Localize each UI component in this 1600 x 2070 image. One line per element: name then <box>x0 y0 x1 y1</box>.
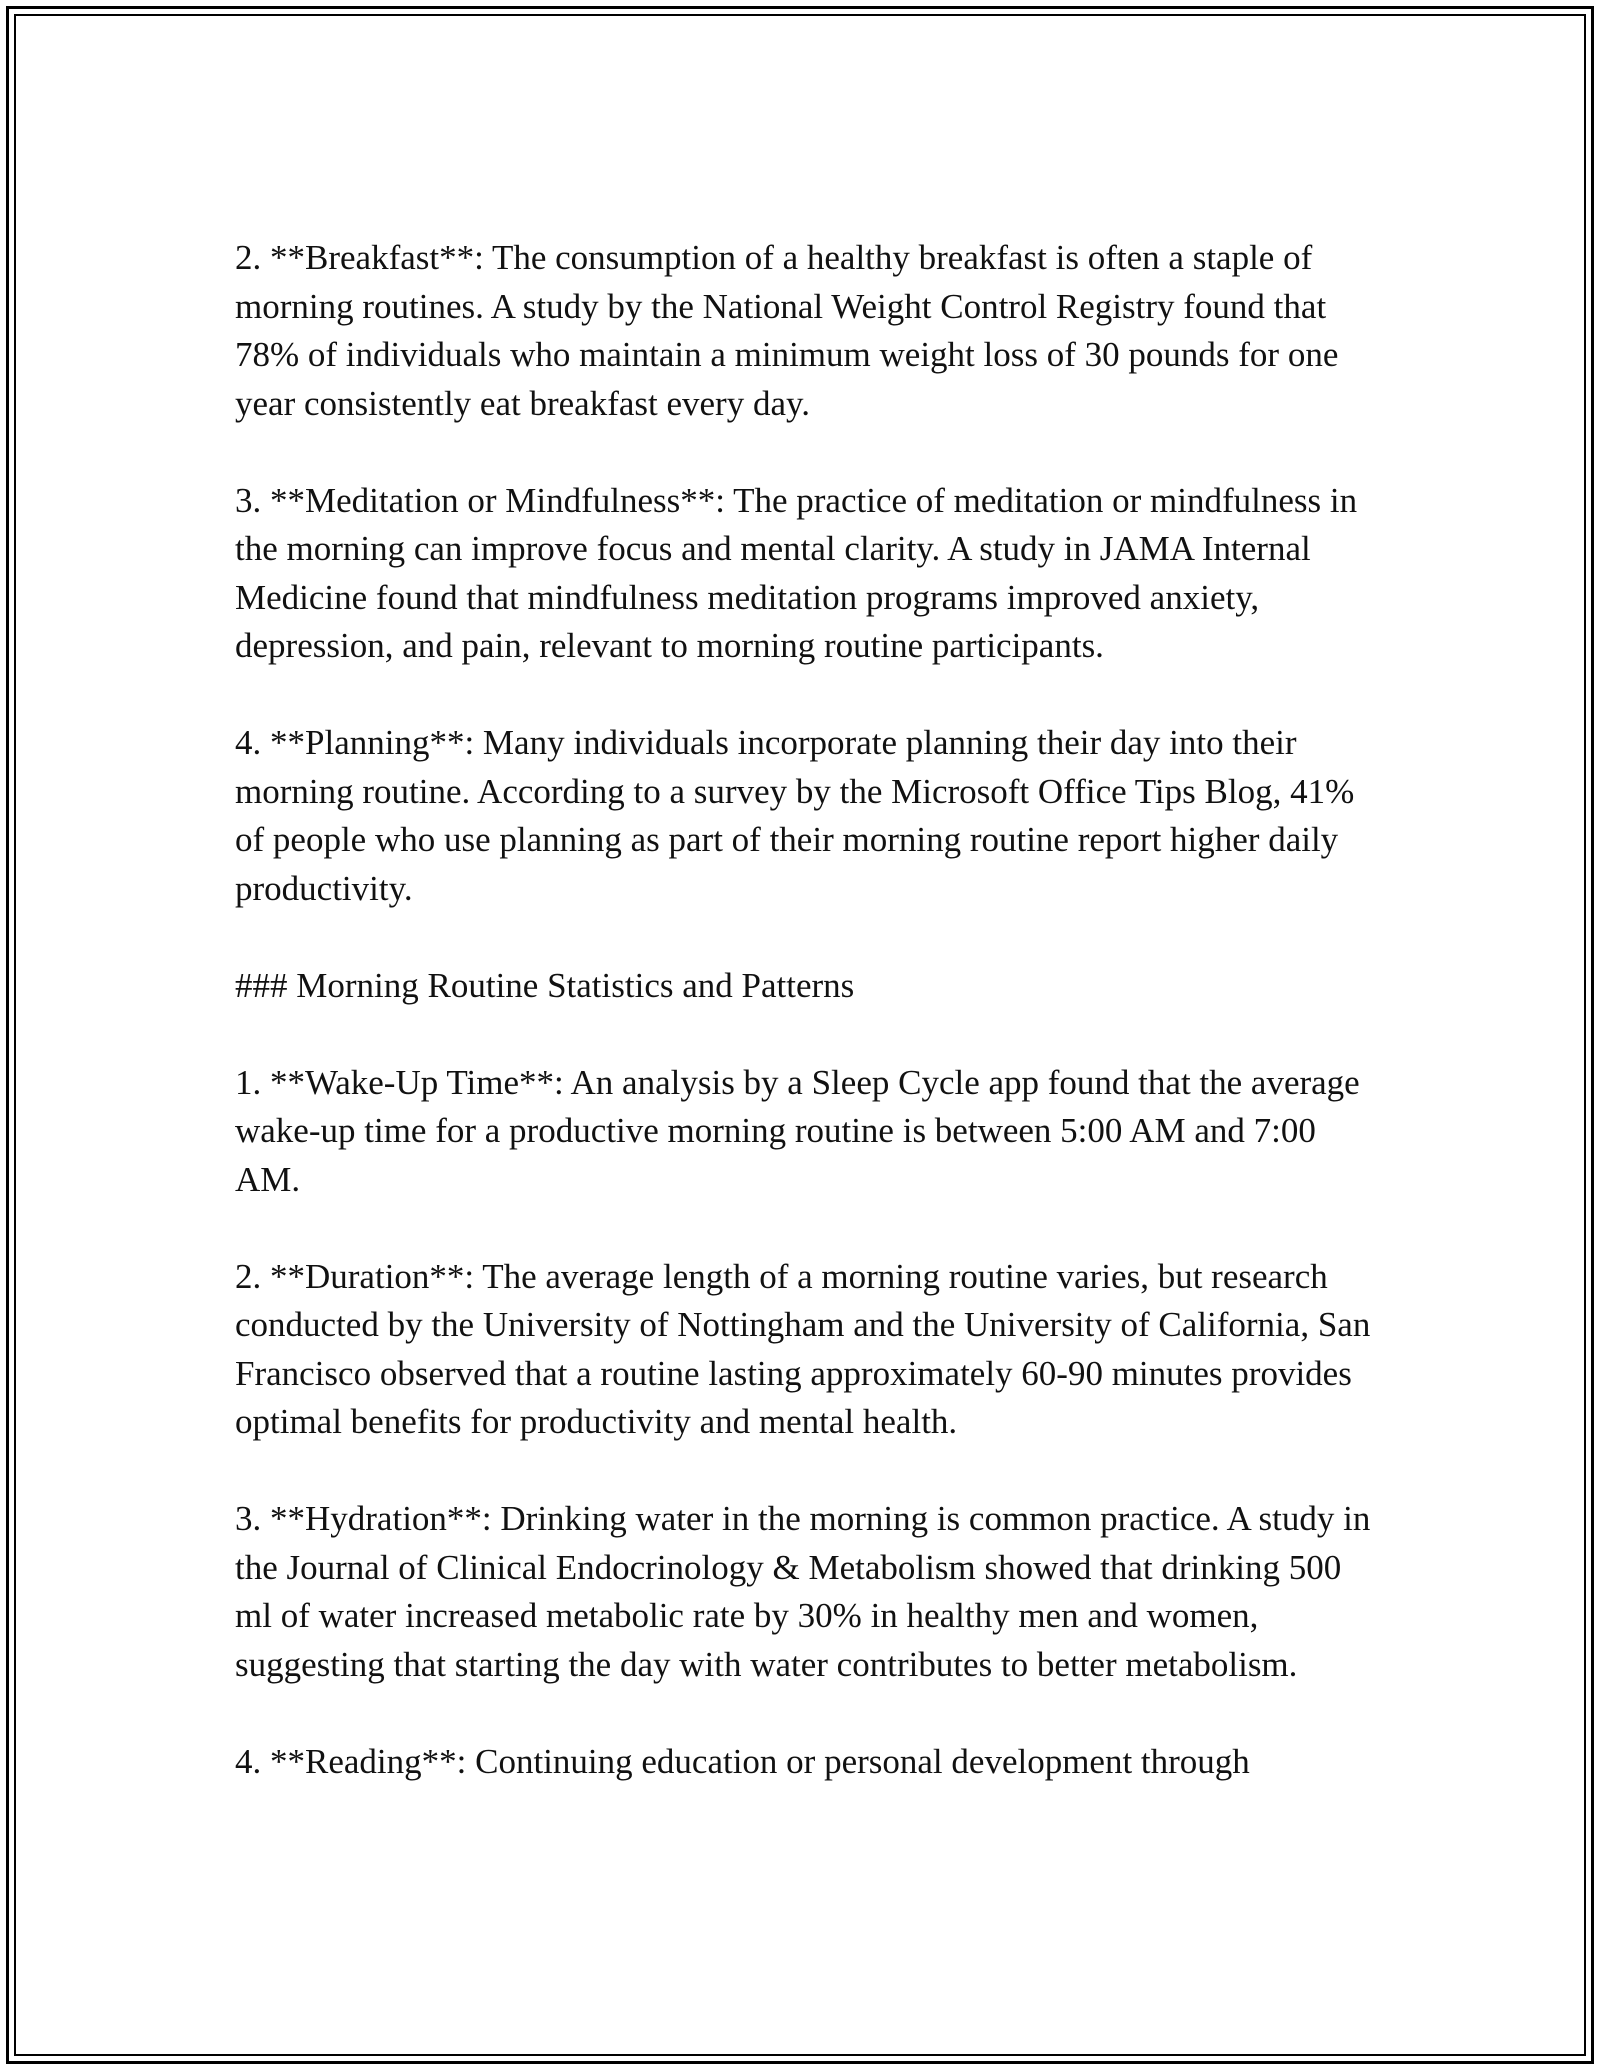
paragraph-wake-up-time: 1. **Wake-Up Time**: An analysis by a Sleep Cycle app found that the average wake-up time for a productive morning routine is between 5:00 AM and 7:00 AM. <box>235 1062 1360 1199</box>
section-heading: ### Morning Routine Statistics and Patterns <box>235 965 855 1005</box>
paragraph-duration: 2. **Duration**: The average length of a morning routine varies, but research conducted by the University of Nottingham and the University of California, San Francisco observed that a routine lasting approximately 60-90 minutes provides optimal benefits for productivity and mental health. <box>235 1256 1371 1441</box>
paragraph-reading: 4. **Reading**: Continuing education or personal development through <box>235 1741 1250 1781</box>
paragraph-breakfast: 2. **Breakfast**: The consumption of a healthy breakfast is often a staple of morning routines. A study by the National Weight Control Registry found that 78% of individuals who maintain a minimum weight loss of 30 pounds for one year consistently eat breakfast every day. <box>235 238 1339 423</box>
paragraph-hydration: 3. **Hydration**: Drinking water in the morning is common practice. A study in the Journal of Clinical Endocrinology & Metabolism showed that drinking 500 ml of water increased metabolic rate by 30% in healthy men and women, suggesting that starting the day with water contributes to better metabolism. <box>235 1499 1371 1684</box>
paragraph-meditation: 3. **Meditation or Mindfulness**: The practice of meditation or mindfulness in the morning can improve focus and mental clarity. A study in JAMA Internal Medicine found that mindfulness meditation programs improved anxiety, depression, and pain, relevant to morning routine participants. <box>235 480 1358 665</box>
paragraph-planning: 4. **Planning**: Many individuals incorporate planning their day into their morning routine. According to a survey by the Microsoft Office Tips Blog, 41% of people who use planning as part of their morning routine report higher daily productivity. <box>235 723 1355 908</box>
document-body <box>235 234 1375 1835</box>
